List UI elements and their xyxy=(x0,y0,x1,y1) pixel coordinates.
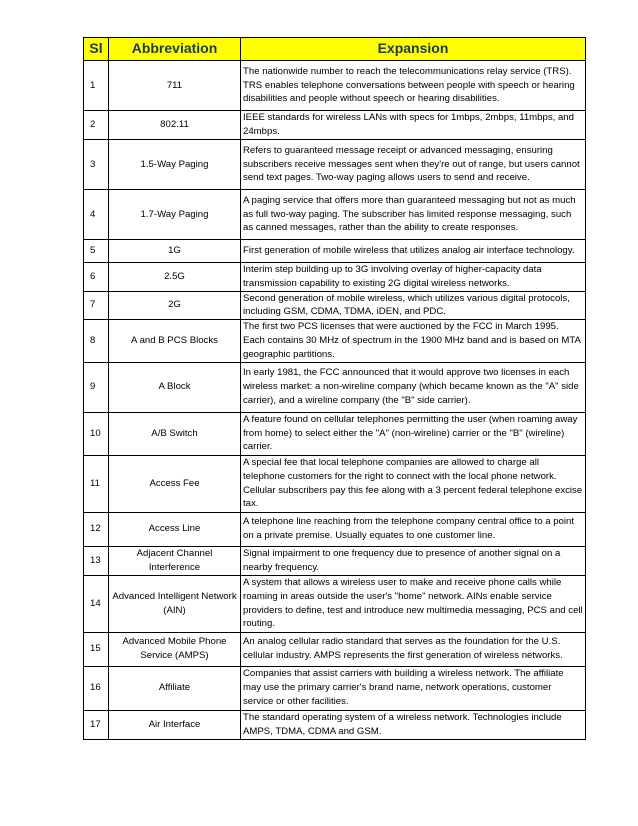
table-row xyxy=(84,140,586,190)
row-sl: 17 xyxy=(84,710,109,739)
row-expansion: The standard operating system of a wireless network. Technologies include AMPS, TDMA, CDMA and GSM. xyxy=(241,710,586,739)
row-sl: 15 xyxy=(84,632,109,666)
row-abbreviation: Access Fee xyxy=(109,455,241,512)
row-abbreviation: Affiliate xyxy=(109,666,241,710)
row-abbreviation: 1.7-Way Paging xyxy=(109,190,241,240)
row-expansion: A special fee that local telephone companies are allowed to charge all telephone customers for the right to connect with the local phone network. Cellular subscribers pay this fee along with a 3 percent federal telephone excise tax. xyxy=(241,455,586,512)
row-expansion: The first two PCS licenses that were auctioned by the FCC in March 1995. Each contains 30 MHz of spectrum in the 1900 MHz band and is based on MTA geographic partitions. xyxy=(241,320,586,362)
row-expansion: An analog cellular radio standard that serves as the foundation for the U.S. cellular industry. AMPS represents the first generation of wireless networks. xyxy=(241,632,586,666)
row-sl: 11 xyxy=(84,455,109,512)
row-abbreviation: Air Interface xyxy=(109,710,241,739)
table-row xyxy=(84,632,586,666)
row-expansion: Second generation of mobile wireless, which utilizes various digital protocols, including GSM, CDMA, TDMA, iDEN, and PDC. xyxy=(241,291,586,320)
row-expansion: First generation of mobile wireless that utilizes analog air interface technology. xyxy=(241,240,586,263)
row-abbreviation: Adjacent Channel Interference xyxy=(109,546,241,575)
table-row xyxy=(84,710,586,739)
row-sl: 2 xyxy=(84,111,109,140)
table-row xyxy=(84,291,586,320)
row-abbreviation: A Block xyxy=(109,362,241,412)
row-abbreviation: Access Line xyxy=(109,512,241,546)
table-row xyxy=(84,362,586,412)
row-expansion: A system that allows a wireless user to make and receive phone calls while roaming in areas outside the user's "home" network. AINs enable service providers to define, test and introduce new multimedia messaging, PCS and cell routing. xyxy=(241,575,586,632)
row-expansion: In early 1981, the FCC announced that it would approve two licenses in each wireless market: a non-wireline company (which became known as the "A" side carrier), and a wireline company (the "B" side carrier). xyxy=(241,362,586,412)
row-expansion: IEEE standards for wireless LANs with specs for 1mbps, 2mbps, 11mbps, and 24mbps. xyxy=(241,111,586,140)
row-expansion: A paging service that offers more than guaranteed messaging but not as much as full two-way paging. The subscriber has limited response messaging, such as canned messages, rather than the ability to create responses. xyxy=(241,190,586,240)
table-row xyxy=(84,111,586,140)
header-sl: Sl xyxy=(84,38,109,61)
header-expansion: Expansion xyxy=(241,38,586,61)
table-row xyxy=(84,666,586,710)
row-sl: 8 xyxy=(84,320,109,362)
table-body xyxy=(84,61,586,740)
row-abbreviation: 711 xyxy=(109,61,241,111)
row-sl: 9 xyxy=(84,362,109,412)
row-sl: 16 xyxy=(84,666,109,710)
table-row xyxy=(84,575,586,632)
table-row xyxy=(84,320,586,362)
row-sl: 7 xyxy=(84,291,109,320)
row-sl: 13 xyxy=(84,546,109,575)
table-row xyxy=(84,61,586,111)
header-abbreviation: Abbreviation xyxy=(109,38,241,61)
row-expansion: Refers to guaranteed message receipt or advanced messaging, ensuring subscribers receive messages sent when they're out of range, but users cannot send text pages. Two-way paging allows users to send and receive. xyxy=(241,140,586,190)
row-sl: 1 xyxy=(84,61,109,111)
header-row xyxy=(84,38,586,61)
row-sl: 4 xyxy=(84,190,109,240)
table-row xyxy=(84,512,586,546)
row-sl: 3 xyxy=(84,140,109,190)
row-expansion: A feature found on cellular telephones permitting the user (when roaming away from home) to select either the "A" (non-wireline) carrier or the "B" (wireline) carrier. xyxy=(241,412,586,455)
row-abbreviation: 802.11 xyxy=(109,111,241,140)
row-abbreviation: A/B Switch xyxy=(109,412,241,455)
row-expansion: Interim step building up to 3G involving overlay of higher-capacity data transmission capability to existing 2G digital wireless networks. xyxy=(241,263,586,292)
table-row xyxy=(84,263,586,292)
row-expansion: The nationwide number to reach the telecommunications relay service (TRS). TRS enables telephone conversations between people with speech or hearing disabilities and people without speech or hearing disabilities. xyxy=(241,61,586,111)
table-row xyxy=(84,412,586,455)
row-expansion: Companies that assist carriers with building a wireless network. The affiliate may use the primary carrier's brand name, network operations, customer service or other facilities. xyxy=(241,666,586,710)
table-row xyxy=(84,546,586,575)
row-abbreviation: A and B PCS Blocks xyxy=(109,320,241,362)
row-sl: 10 xyxy=(84,412,109,455)
row-abbreviation: 1.5-Way Paging xyxy=(109,140,241,190)
row-abbreviation: 2.5G xyxy=(109,263,241,292)
row-sl: 5 xyxy=(84,240,109,263)
row-sl: 12 xyxy=(84,512,109,546)
row-abbreviation: 1G xyxy=(109,240,241,263)
row-abbreviation: 2G xyxy=(109,291,241,320)
table-row xyxy=(84,190,586,240)
table-row xyxy=(84,455,586,512)
row-sl: 14 xyxy=(84,575,109,632)
row-abbreviation: Advanced Mobile Phone Service (AMPS) xyxy=(109,632,241,666)
row-abbreviation: Advanced Intelligent Network (AIN) xyxy=(109,575,241,632)
row-sl: 6 xyxy=(84,263,109,292)
row-expansion: A telephone line reaching from the telephone company central office to a point on a private premise. Usually equates to one customer line. xyxy=(241,512,586,546)
row-expansion: Signal impairment to one frequency due to presence of another signal on a nearby frequency. xyxy=(241,546,586,575)
table-row xyxy=(84,240,586,263)
glossary-table xyxy=(83,37,586,740)
